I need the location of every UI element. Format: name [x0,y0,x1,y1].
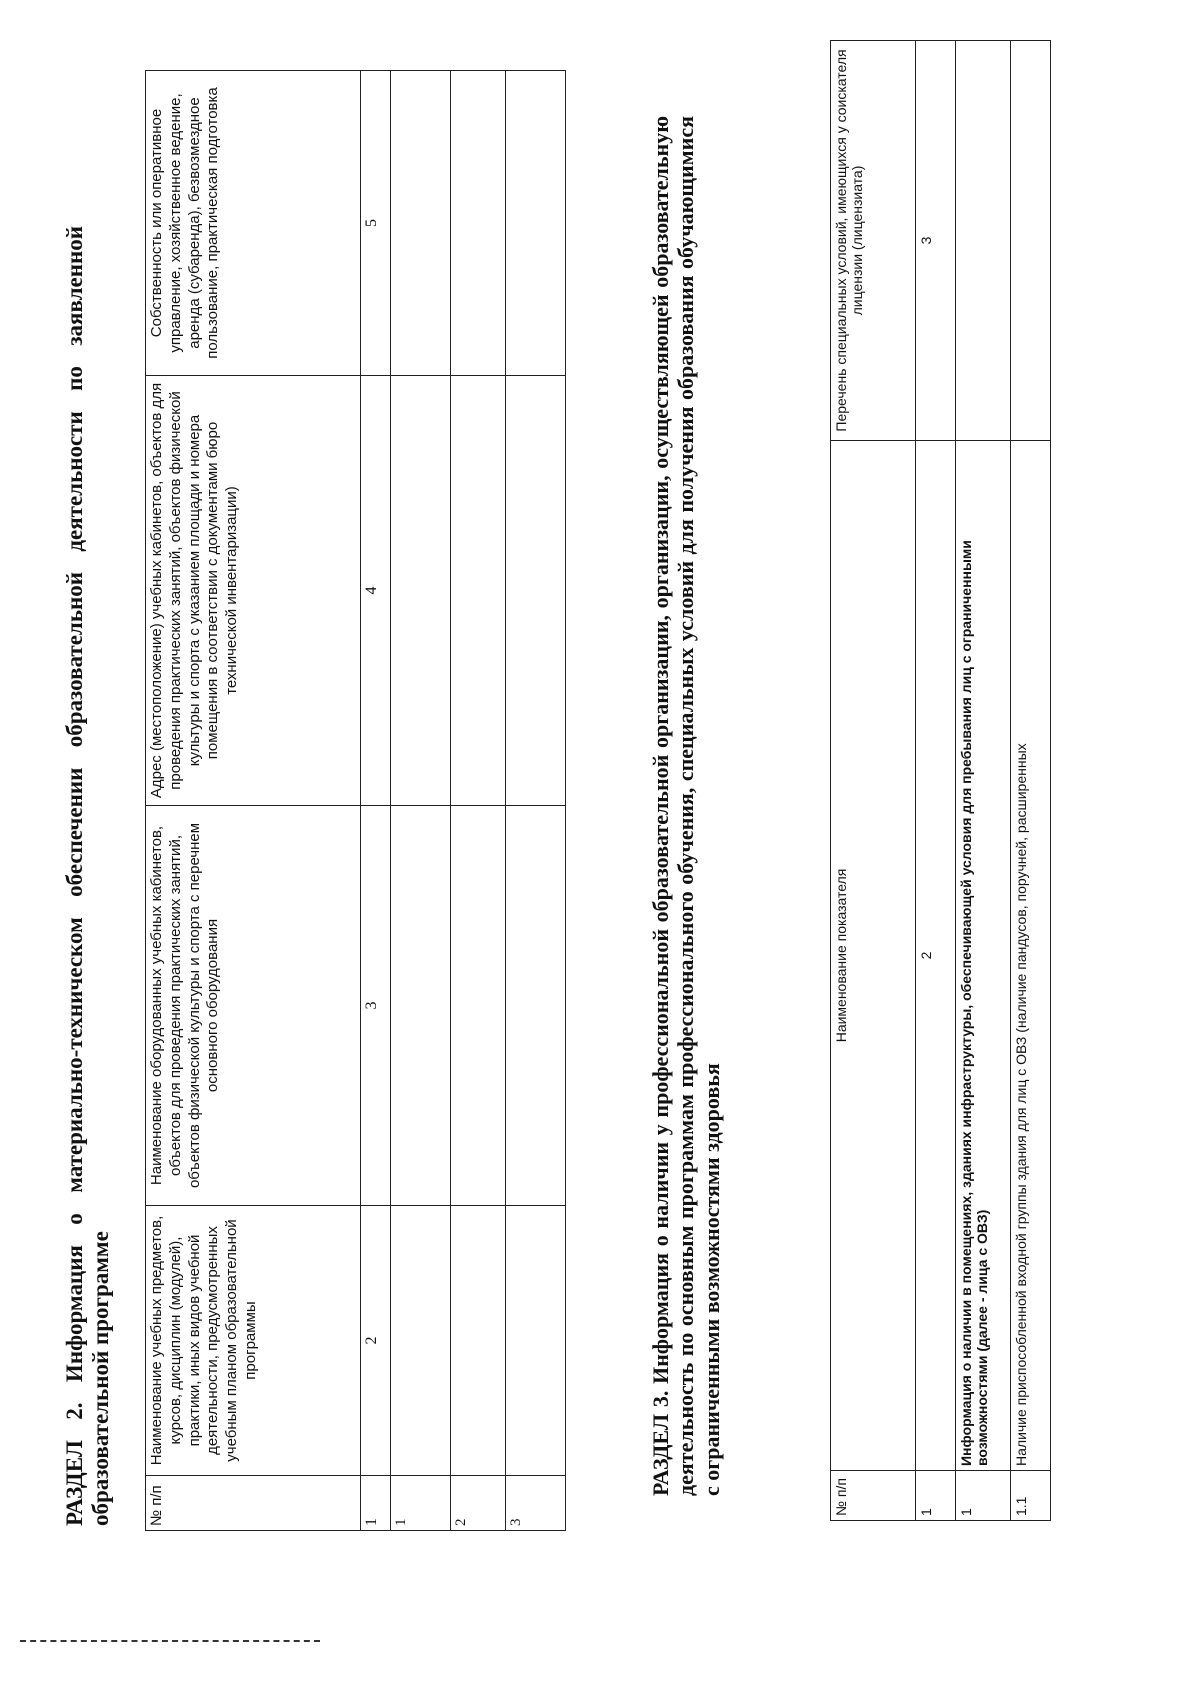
table-cell: 2 [916,441,956,1471]
table-header-row [831,41,916,1521]
section3-title: РАЗДЕЛ 3. Информация о наличии у профессиональной образовательной организации, организации, осуществляющей образовательную деятельность по основным программам профессионального обучения, специальных условий для получения образования обучающимися с ограниченными возможностями здоровья [648,116,724,1496]
table-row [1011,41,1051,1521]
table-cell [391,376,451,806]
table-cell [451,1206,506,1476]
table-cell: 2 [451,1476,506,1531]
table-number-row [916,41,956,1521]
table-cell [391,1206,451,1476]
table-cell: 3 [361,806,391,1206]
table-cell [506,806,566,1206]
table-cell: 1 [361,1476,391,1531]
table-cell: 3 [506,1476,566,1531]
table-cell [451,806,506,1206]
table-cell [506,376,566,806]
table-cell [391,71,451,376]
table-cell: 1.1 [1011,1471,1051,1521]
header-address: Адрес (местоположение) учебных кабинетов, объектов для проведения практических занятий, объектов физической культуры и спорта с указанием площади и номера помещения в соответствии с документами бюро технической инвентаризации) [146,376,361,806]
table-cell [506,71,566,376]
table-cell [451,376,506,806]
table-cell: 5 [361,71,391,376]
table-cell [956,41,1011,441]
scan-edge-line [20,1640,320,1642]
table-cell: 2 [361,1206,391,1476]
table-cell [391,806,451,1206]
table-cell: Информация о наличии в помещениях, зданиях инфраструктуры, обеспечивающей условия для пребывания лиц с ограниченными возможностями (далее - лица с ОВЗ) [956,441,1011,1471]
section2-title: РАЗДЕЛ 2. Информация о материально-техническом обеспечении образовательной деятельности по заявленной образовательной программе [62,226,114,1526]
table-row [391,71,451,1531]
table-cell: 1 [391,1476,451,1531]
table-row [451,71,506,1531]
table-cell: 1 [916,1471,956,1521]
header-number: № п/п [146,1476,361,1531]
header-ownership: Собственность или оперативное управление, хозяйственное ведение, аренда (субаренда), безвозмездное пользование, практическая подготовка [146,71,361,376]
header-equipment: Наименование оборудованных учебных кабинетов, объектов для проведения практических занятий, объектов физической культуры и спорта с перечнем основного оборудования [146,806,361,1206]
section2-table [145,70,566,1531]
header-conditions: Перечень специальных условий, имеющихся у соискателя лицензии (лицензиата) [831,41,916,441]
table-cell: Наличие приспособленной входной группы здания для лиц с ОВЗ (наличие пандусов, поручней, расширенных [1011,441,1051,1471]
table-header-row [146,71,361,1531]
table-row [506,71,566,1531]
section3-table [830,40,1051,1521]
table-cell [451,71,506,376]
header-indicator: Наименование показателя [831,441,916,1471]
table-cell [506,1206,566,1476]
table-cell [1011,41,1051,441]
table-number-row [361,71,391,1531]
table-cell: 1 [956,1471,1011,1521]
table-cell: 3 [916,41,956,441]
table-row [956,41,1011,1521]
header-number: № п/п [831,1471,916,1521]
table-cell: 4 [361,376,391,806]
header-subjects: Наименование учебных предметов, курсов, дисциплин (модулей), практики, иных видов учебной деятельности, предусмотренных учебным планом образовательной программы [146,1206,361,1476]
